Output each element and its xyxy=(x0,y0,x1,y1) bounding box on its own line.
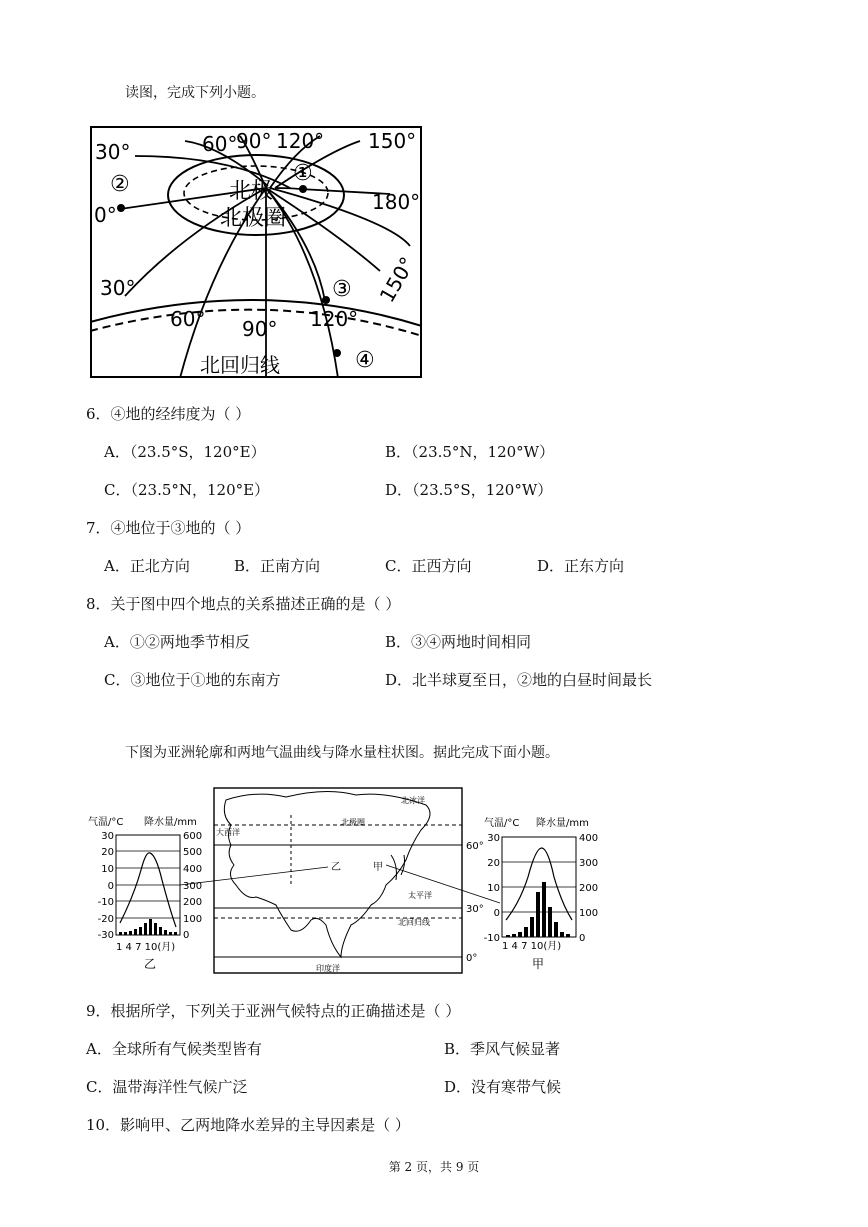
question-7: 7．④地位于③地的（ ） xyxy=(86,519,251,537)
label-atlantic: 大西洋 xyxy=(216,828,240,837)
label-arctic-circle: 北极圈 xyxy=(341,818,365,827)
right-chart-name: 甲 xyxy=(532,957,545,971)
left-ptick-4: 200 xyxy=(183,897,203,908)
left-ptick-0: 600 xyxy=(183,831,203,842)
left-ttick-5: -20 xyxy=(97,914,114,925)
q9-option-c: C．温带海洋性气候广泛 xyxy=(86,1078,248,1096)
label-lon120: 120° xyxy=(276,129,325,153)
intro-text-1: 读图，完成下列小题。 xyxy=(125,85,265,101)
right-climate-chart xyxy=(482,812,612,974)
right-ptick-2: 200 xyxy=(579,883,599,894)
label-point-2: ② xyxy=(110,172,130,197)
label-arctic-ocean: 北冰洋 xyxy=(401,796,425,805)
right-ptick-0: 400 xyxy=(579,833,599,844)
label-yi: 乙 xyxy=(331,862,341,873)
label-lon0: 0° xyxy=(94,203,117,227)
right-ttick-0: 30 xyxy=(487,833,500,844)
label-lon30: 30° xyxy=(95,140,131,164)
label-lon150b: 150° xyxy=(374,252,420,307)
label-point-3: ③ xyxy=(332,277,352,302)
label-lat30: 30° xyxy=(466,904,484,915)
q8-option-d: D．北半球夏至日，②地的白昼时间最长 xyxy=(385,671,653,689)
right-precip-title: 降水量/mm xyxy=(536,818,589,829)
label-tropic-2: 北回归线 xyxy=(398,918,430,927)
label-lon150: 150° xyxy=(368,129,417,153)
q7-option-b: B．正南方向 xyxy=(234,557,321,575)
q9-option-b: B．季风气候显著 xyxy=(444,1040,561,1058)
left-ttick-4: -10 xyxy=(97,897,114,908)
question-10: 10．影响甲、乙两地降水差异的主导因素是（ ） xyxy=(86,1116,410,1134)
q8-option-b: B．③④两地时间相同 xyxy=(385,633,532,651)
q6-option-b: B．（23.5°N，120°W） xyxy=(385,443,555,461)
label-pole: 北极 xyxy=(229,179,274,204)
label-point-4: ④ xyxy=(355,348,375,373)
left-precip-title: 降水量/mm xyxy=(144,817,197,828)
q7-option-d: D．正东方向 xyxy=(537,557,625,575)
right-ptick-4: 0 xyxy=(579,933,586,944)
left-temp-title: 气温/°C xyxy=(88,817,124,828)
intro-text-2: 下图为亚洲轮廓和两地气温曲线与降水量柱状图。据此完成下面小题。 xyxy=(125,745,559,761)
label-lat60: 60° xyxy=(466,841,484,852)
label-lon90: 90° xyxy=(236,129,272,153)
label-point-1: ① xyxy=(293,161,313,186)
question-9: 9．根据所学，下列关于亚洲气候特点的正确描述是（ ） xyxy=(86,1002,461,1020)
q9-option-a: A．全球所有气候类型皆有 xyxy=(86,1040,262,1058)
left-ttick-6: -30 xyxy=(97,930,114,941)
label-pacific: 太平洋 xyxy=(408,891,432,900)
label-lon120b: 120° xyxy=(310,307,359,331)
question-8: 8．关于图中四个地点的关系描述正确的是（ ） xyxy=(86,595,401,613)
right-ptick-3: 100 xyxy=(579,908,599,919)
label-jia: 甲 xyxy=(373,862,383,873)
left-ttick-3: 0 xyxy=(107,881,114,892)
right-ttick-2: 10 xyxy=(487,883,500,894)
left-ptick-6: 0 xyxy=(183,930,190,941)
left-ptick-3: 300 xyxy=(183,881,203,892)
left-chart-name: 乙 xyxy=(144,957,157,971)
label-lon60b: 60° xyxy=(170,307,206,331)
left-ptick-2: 400 xyxy=(183,864,203,875)
left-x-ticks: 1 4 7 10(月) xyxy=(116,942,176,953)
left-ttick-2: 10 xyxy=(101,864,114,875)
right-ptick-1: 300 xyxy=(579,858,599,869)
label-arctic: 北极圈 xyxy=(220,206,287,231)
q6-option-d: D．（23.5°S，120°W） xyxy=(385,481,553,499)
right-temp-title: 气温/°C xyxy=(484,818,520,829)
left-ptick-5: 100 xyxy=(183,914,203,925)
right-ttick-1: 20 xyxy=(487,858,500,869)
left-ttick-1: 20 xyxy=(101,847,114,858)
q8-option-c: C．③地位于①地的东南方 xyxy=(104,671,281,689)
label-lon30b: 30° xyxy=(100,276,136,300)
q6-option-a: A．（23.5°S，120°E） xyxy=(104,443,266,461)
left-ttick-0: 30 xyxy=(101,831,114,842)
polar-map-figure xyxy=(90,126,422,378)
right-x-ticks: 1 4 7 10(月) xyxy=(502,941,562,952)
q7-option-a: A．正北方向 xyxy=(104,557,190,575)
right-ttick-4: -10 xyxy=(483,933,500,944)
right-ttick-3: 0 xyxy=(493,908,500,919)
q6-option-c: C．（23.5°N，120°E） xyxy=(104,481,270,499)
left-ptick-1: 500 xyxy=(183,847,203,858)
q7-option-c: C．正西方向 xyxy=(385,557,472,575)
label-lat0: 0° xyxy=(466,953,478,964)
label-lon180: 180° xyxy=(372,190,421,214)
question-6: 6．④地的经纬度为（ ） xyxy=(86,405,251,423)
label-tropic: 北回归线 xyxy=(200,353,280,377)
q8-option-a: A．①②两地季节相反 xyxy=(104,633,250,651)
q9-option-d: D．没有寒带气候 xyxy=(444,1078,562,1096)
label-indian-ocean: 印度洋 xyxy=(316,964,340,973)
label-lon60: 60° xyxy=(202,132,238,156)
label-lon90b: 90° xyxy=(242,317,278,341)
page-footer: 第 2 页，共 9 页 xyxy=(388,1160,480,1174)
